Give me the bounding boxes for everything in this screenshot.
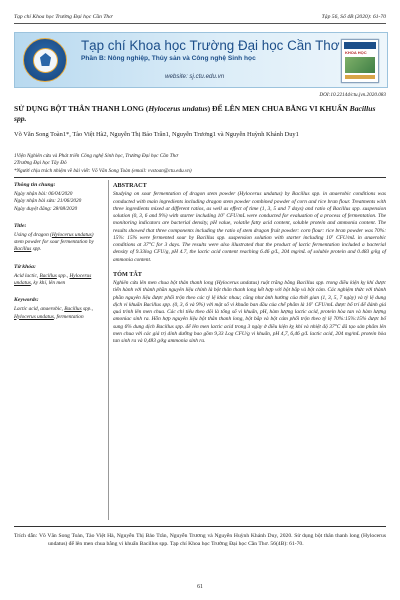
received-date: Ngày nhận bài: 06/04/2020	[14, 191, 73, 198]
english-title: Using of dragon (Hylocerus undatus) stem powder for sour fermentation by Bacillus spp.	[14, 232, 94, 253]
banner-subtitle: Phần B: Nông nghiệp, Thủy sản và Công nghệ Sinh học	[81, 55, 256, 62]
corresponding-author: *Người chịu trách nhiệm về bài viết: Võ Văn Song Toàn (email: vvstoan@ctu.edu.vn)	[14, 167, 192, 174]
divider	[14, 526, 386, 527]
english-title-heading: Title:	[14, 222, 27, 229]
abstract-text: Studying on sour fermentation of dragon stem powder (Hylocerus undatus) by Bacillus spp. in anaerobic conditions was conducted with main ingredients including dragon stem powder combined powder of corn and rice bran flour. Treatments with three ingredients mixed at different ratios, as well as effect of time (1, 3, 5 and 7 days) and ratio of Bacillus spp. suspension solution (0, 3, 6 and 9%) with starter including 10⁷ CFU/mL were conducted for evaluation of a process of fermentation. The monitoring indicators are bacterial density, pH value, volatile fatty acid content, soluble protein and ammonia content. The results showed that three components including the ratio of stem dragon fruit powder: corn flour: rice bran powder was 70%: 15%: 15% were fermented sour by Bacillus spp. suspension solution with starter including 10⁷ CFU/mL in anaerobic conditions at 37°C for 3 days. The results were also illustrated that the product of lactic fermentation included a bacterial density of 9.33log CFU/g, pH 4.7, the lactic acid content reaching 6.46 g/L, 204 mg/mL of soluble protein and 0.483 g/kg of ammonia content.	[113, 191, 386, 263]
banner-website[interactable]: website: sj.ctu.edu.vn	[165, 73, 225, 80]
affiliation-2: 2Trường Đại học Tây Đô	[14, 160, 67, 167]
column-divider	[108, 180, 109, 520]
article-info-sidebar	[14, 182, 104, 321]
cover-label: KHOA HỌC	[345, 50, 367, 55]
revised-date: Ngày nhận bài sửa: 21/06/2020	[14, 198, 82, 205]
doi[interactable]: DOI:10.22144/ctu.jvn.2020.083	[319, 92, 386, 98]
author-list: Võ Văn Song Toàn1*, Tào Việt Hà2, Nguyễn Thị Bảo Trân1, Nguyễn Trương1 và Nguyễn Huỳnh Khánh Duy1	[14, 131, 299, 138]
affiliation-1: 1Viện Nghiên cứu và Phát triển Công nghệ Sinh học, Trường Đại học Cần Thơ	[14, 153, 178, 159]
page-number: 61	[197, 584, 203, 590]
journal-cover-thumbnail	[341, 39, 379, 83]
issue-info: Tập 56, Số 4B (2020): 61-70	[321, 14, 386, 20]
journal-banner	[14, 32, 388, 88]
university-logo-icon	[23, 38, 67, 82]
summary-vi-heading: TÓM TẮT	[113, 270, 142, 278]
accepted-date: Ngày duyệt đăng: 28/08/2020	[14, 205, 78, 212]
journal-name: Tạp chí Khoa học Trường Đại học Cần Thơ	[14, 14, 113, 20]
banner-title: Tạp chí Khoa học Trường Đại học Cần Thơ	[81, 38, 340, 53]
keywords-en: Lactic acid, anaerobic, Bacillus spp., Hylocerus undatus, fermentation	[14, 306, 93, 320]
citation	[14, 532, 386, 548]
citation-text: Võ Văn Song Toàn, Tào Việt Hà, Nguyễn Thị Bảo Trân, Nguyễn Trương và Nguyễn Huỳnh Khánh Duy, 2020. Sử dụng bột thân thanh long (Hylocerus undatus) để lên men chua bằng vi khuẩn Bacillus spp. Tạp chí Khoa học Trường Đại học Cần Thơ. 56(4B): 61-70.	[38, 533, 386, 547]
affiliations	[14, 153, 386, 175]
summary-vi-text: Nghiên cứu lên men chua bột thân thanh long (Hylocerus undatus) ruột trắng bằng Bacillus spp. trong điều kiện kỵ khí được tiến hành với thành phần nguyên liệu chính là bột thân thanh long kết hợp với bột bắp và bột cám. Các nghiệm thức với thành phần nguyên liệu được phối trộn theo các tỷ lệ khác nhau; cũng như ảnh hưởng của thời gian (1, 3, 5, 7 ngày) và tỷ lệ dung dịch vi khuẩn Bacillus spp. (0, 3, 6 và 9%) với mật số vi khuẩn ban đầu của chế phẩm là 10⁷ CFU/mL được bố trí để đánh giá quá trình lên men chua. Các chỉ tiêu theo dõi là tổng số vi khuẩn, pH, hàm lượng lactic acid, protein hòa tan và hàm lượng amoniac sinh ra. Hỗn hợp nguyên liệu bột thân thanh long, bột bắp và bột cám phối trộn theo tỷ lệ 70%:15%:15% được bổ sung 6% dung dịch Bacillus spp. để lên men lactic acid trong 3 ngày ở điều kiện kỵ khí và nhiệt độ 37°C đã tạo sản phẩm lên men chua với các giá trị dinh dưỡng bao gồm 9,33 Log CFU/g vi khuẩn, pH 4,7, 6,46 g/L lactic acid, 204 mg/mL protein hòa tan sinh ra và 0,483 g/kg ammonia sinh ra.	[113, 280, 386, 344]
citation-label: Trích dẫn:	[14, 533, 38, 539]
abstract-heading: ABSTRACT	[113, 182, 147, 189]
abstract-column	[113, 182, 386, 345]
keywords-vi-heading: Từ khóa:	[14, 263, 36, 270]
keywords-en-heading: Keywords:	[14, 297, 39, 304]
divider	[14, 177, 386, 178]
keywords-vi: Acid lactic, Bacillus spp., Hylocerus undatus, ky khí, lên men	[14, 272, 92, 287]
info-heading: Thông tin chung:	[14, 182, 56, 188]
running-header	[14, 14, 386, 24]
article-title: SỬ DỤNG BỘT THÂN THANH LONG (Hylocerus undatus) ĐỂ LÊN MEN CHUA BẰNG VI KHUẨN Bacillus spp.	[14, 104, 376, 123]
